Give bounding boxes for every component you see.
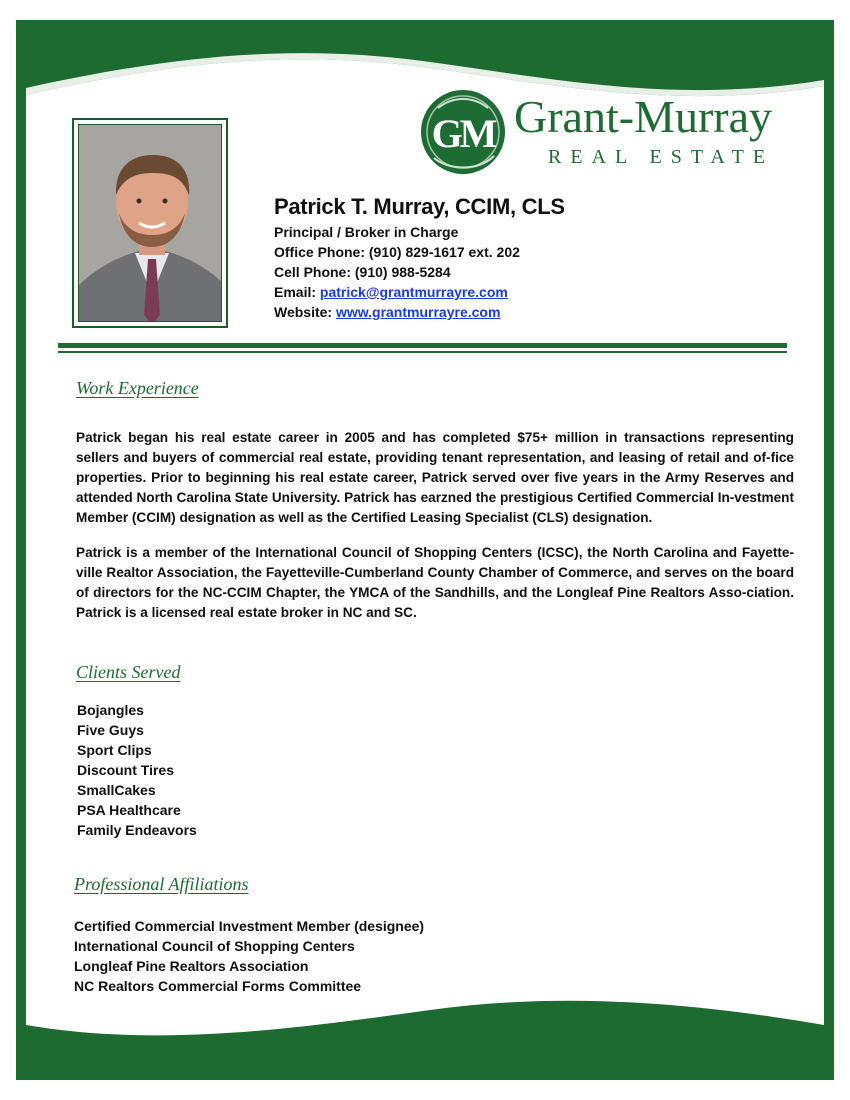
profile-photo [78, 124, 222, 322]
email-link[interactable]: patrick@grantmurrayre.com [319, 284, 508, 300]
website-link[interactable]: www.grantmurrayre.com [335, 304, 501, 320]
logo-monogram: GM [431, 111, 495, 156]
list-item: Family Endeavors [77, 822, 197, 838]
email-line [274, 282, 520, 302]
list-item: Five Guys [77, 722, 144, 738]
header-divider [58, 343, 787, 348]
contact-block [274, 222, 520, 322]
list-item: Discount Tires [77, 762, 174, 778]
professional-affiliations-heading: Professional Affiliations [74, 874, 249, 894]
cell-phone: Cell Phone: (910) 988-5284 [274, 264, 451, 280]
list-item: Certified Commercial Investment Member (designee) [74, 918, 425, 934]
list-item: Sport Clips [77, 742, 152, 758]
list-item: NC Realtors Commercial Forms Committee [74, 978, 362, 994]
list-item: SmallCakes [77, 782, 156, 798]
work-experience-paragraph-2: Patrick is a member of the International Council of Shopping Centers (ICSC), the North Carolina and Fayette-ville Realtor Association, the Fayetteville-Cumberland County Chamber of Commerce, and serves on the board of directors for the NC-CCIM Chapter, the YMCA of the Sandhills, and the Longleaf Pine Realtors Asso-ciation. Patrick is a licensed real estate broker in NC and SC. [76, 545, 794, 620]
portrait-illustration [79, 125, 222, 322]
website-line [274, 302, 520, 322]
email-label: Email: [274, 284, 320, 300]
affiliations-list [74, 916, 424, 996]
list-item: Longleaf Pine Realtors Association [74, 958, 309, 974]
list-item: Bojangles [77, 702, 144, 718]
logo-tagline: REAL ESTATE [548, 146, 775, 168]
clients-list [77, 700, 197, 840]
website-label: Website: [274, 304, 336, 320]
profile-photo-frame [72, 118, 228, 328]
clients-served-heading: Clients Served [76, 662, 181, 682]
work-experience-paragraph-1: Patrick began his real estate career in 2005 and has completed $75+ million in transactions representing sellers and buyers of commercial real estate, providing tenant representation, and leasing of retail and of-fice properties. Prior to beginning his real estate career, Patrick served over five years in the Army Reserves and attended North Carolina State University. Patrick has earzned the prestigious Certified Commercial In-vestment Member (CCIM) designation as well as the Certified Leasing Specialist (CLS) designation. [76, 430, 794, 525]
logo-company-name: Grant-Murray [514, 91, 773, 142]
agent-title: Principal / Broker in Charge [274, 224, 459, 240]
header-divider-thin [58, 351, 787, 353]
list-item: International Council of Shopping Centers [74, 938, 355, 954]
work-experience-heading: Work Experience [76, 378, 199, 398]
list-item: PSA Healthcare [77, 802, 181, 818]
office-phone: Office Phone: (910) 829-1617 ext. 202 [274, 244, 520, 260]
agent-name: Patrick T. Murray, CCIM, CLS [274, 194, 565, 219]
